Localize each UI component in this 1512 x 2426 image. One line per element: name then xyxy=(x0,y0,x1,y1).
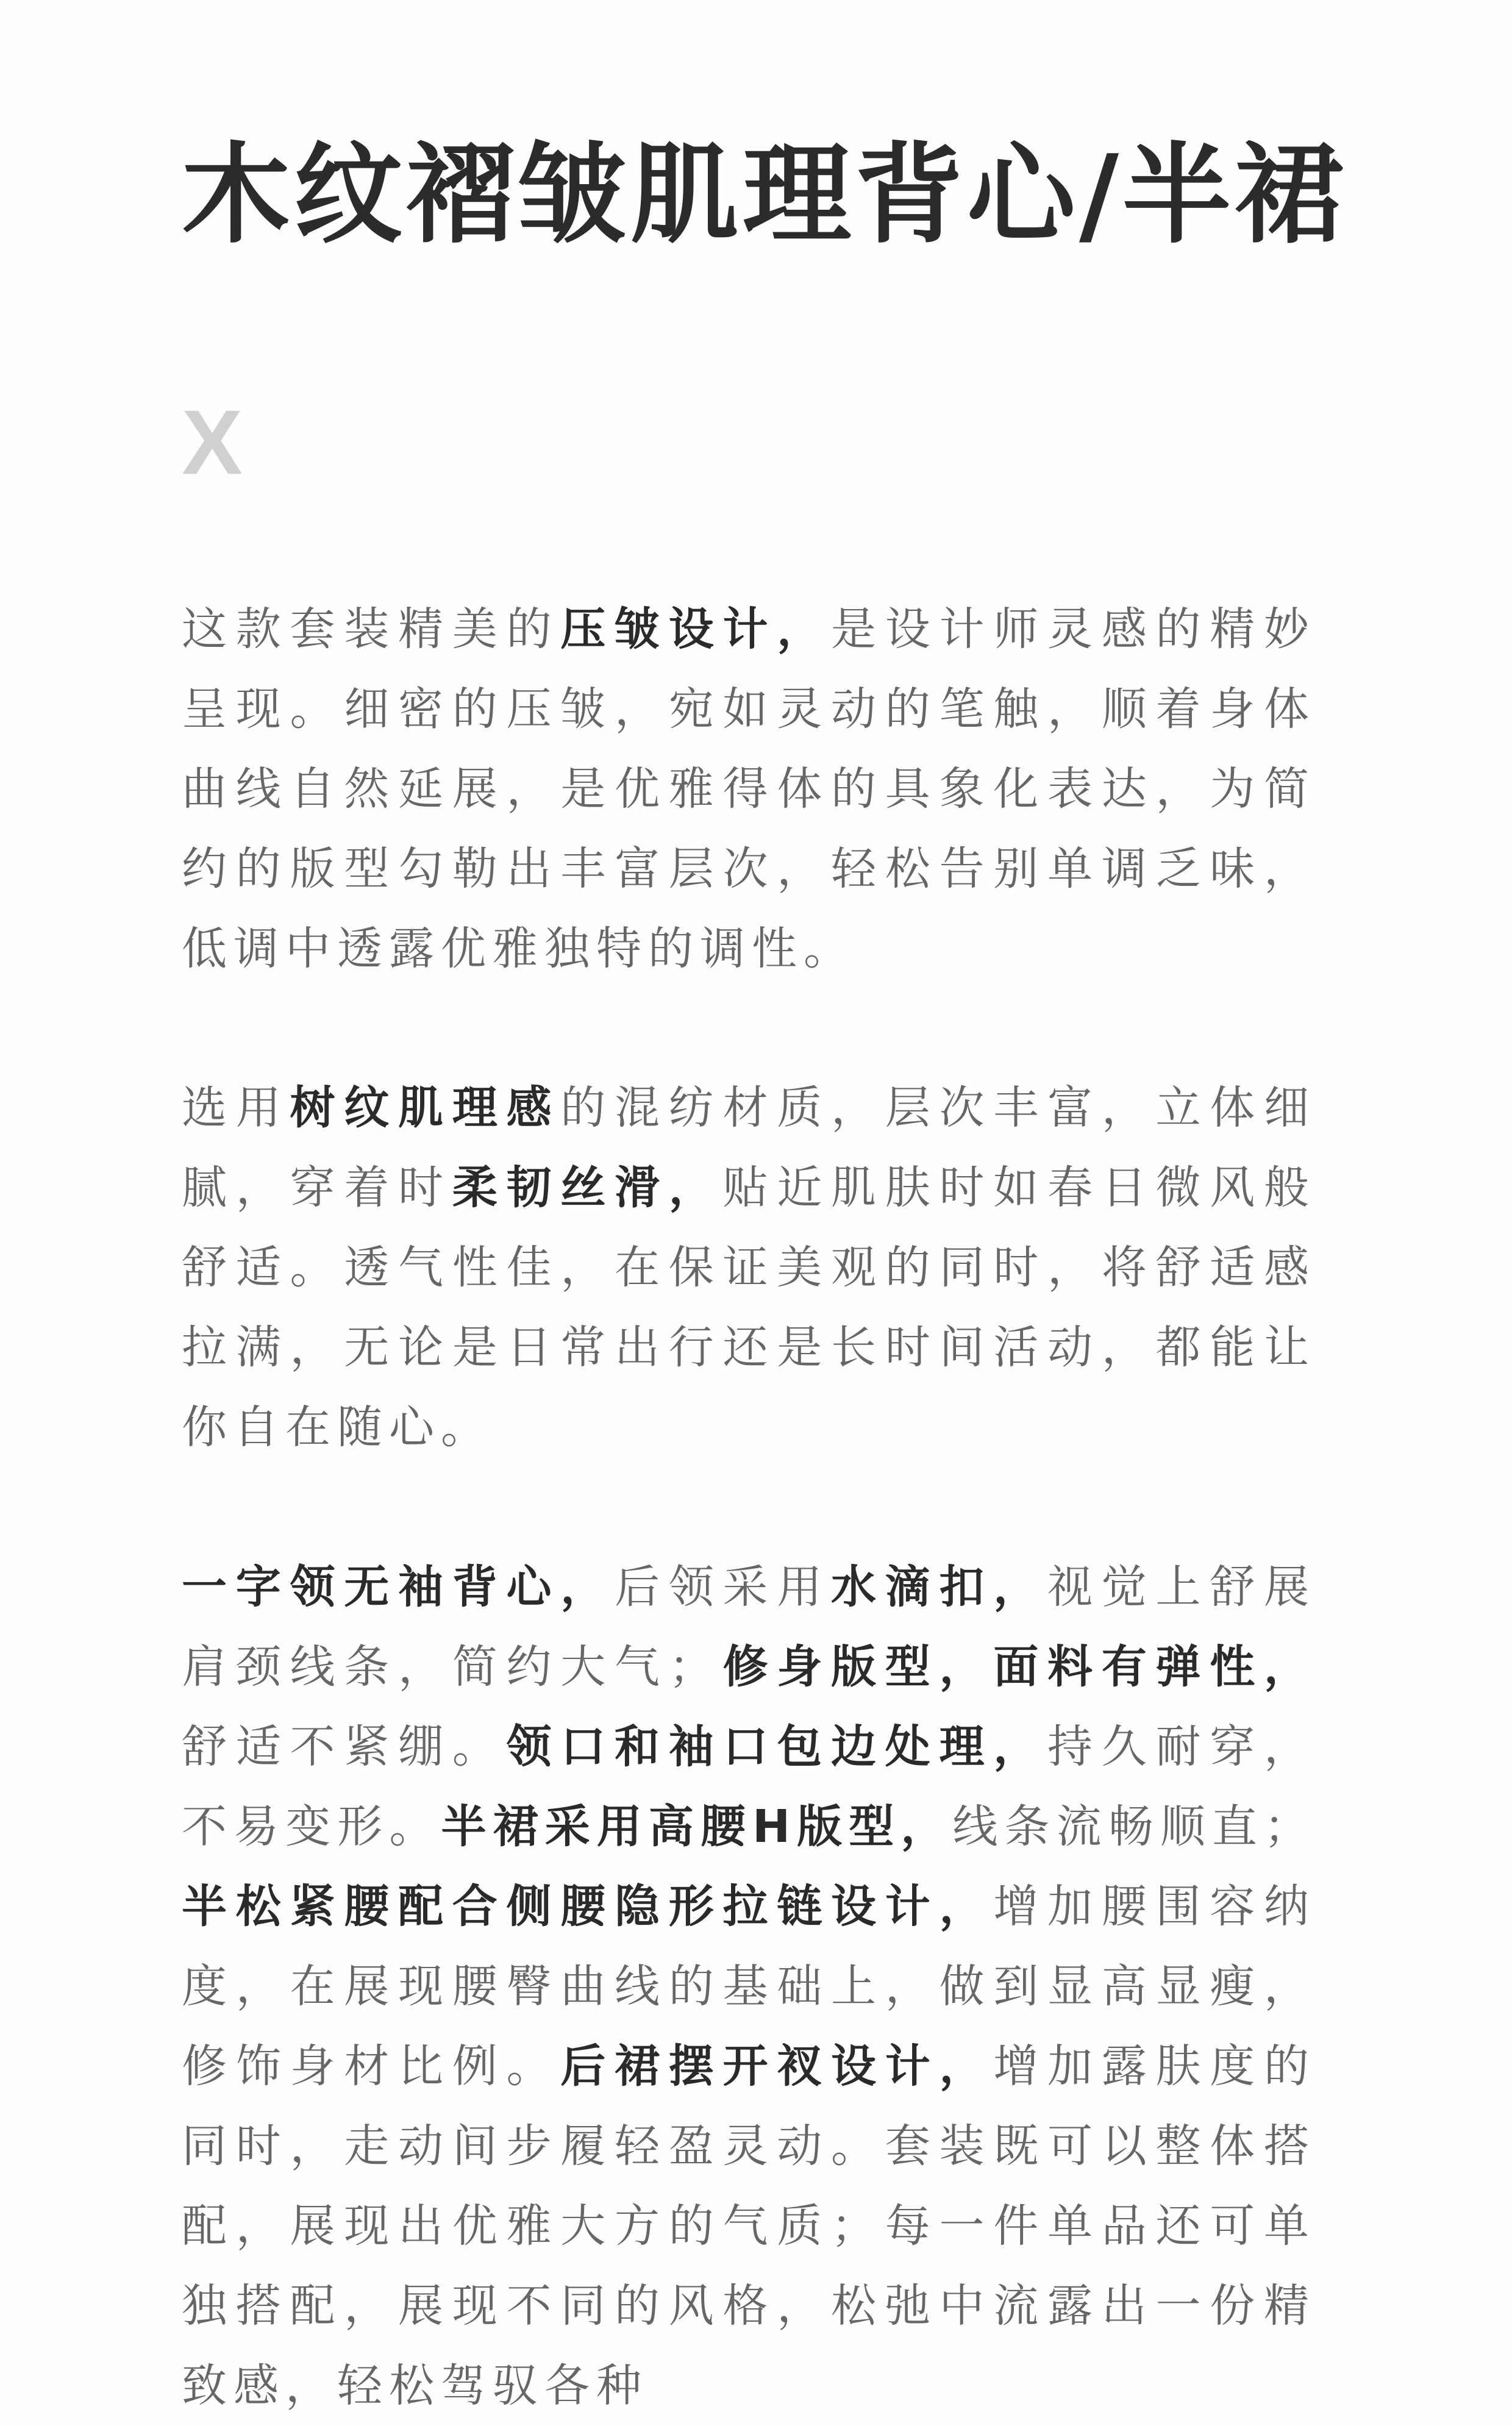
highlight-text: 树纹肌理感 xyxy=(290,1082,561,1134)
paragraph-text: 的混纺材质，层次丰富，立体细腻，穿着时 xyxy=(182,1082,1316,1214)
highlight-text: 半裙采用高腰H版型， xyxy=(441,1800,953,1853)
paragraph-text: 持久耐穿，不易变形。 xyxy=(182,1721,1316,1853)
paragraph-text: 选用 xyxy=(182,1082,290,1134)
paragraph-text: 舒适不紧绷。 xyxy=(182,1721,507,1773)
paragraph-text: 后领采用 xyxy=(615,1561,831,1613)
paragraph-text: 线条流畅顺直； xyxy=(952,1800,1316,1853)
paragraph-text: 贴近肌肤时如春日微风般舒适。透气性佳，在保证美观的同时，将舒适感拉满，无论是日常出行还是长时间活动，都能让你自在随心。 xyxy=(182,1161,1316,1454)
paragraph-text: 增加露肤度的同时，走动间步履轻盈灵动。套装既可以整体搭配，展现出优雅大方的气质；每一件单品还可单独搭配，展现不同的风格，松弛中流露出一份精致感，轻松驾驭各种 xyxy=(182,2040,1316,2412)
highlight-text: 领口和袖口包边处理， xyxy=(506,1721,1047,1773)
paragraph-fabric xyxy=(182,1068,1316,1468)
product-title: 木纹褶皱肌理背心/半裙 xyxy=(182,132,1347,258)
paragraph-text: 这款套装精美的 xyxy=(182,603,561,655)
paragraph-text: 增加腰围容纳度，在展现腰臀曲线的基础上，做到显高显瘦，修饰身材比例。 xyxy=(182,1880,1316,2092)
highlight-text: 修身版型，面料有弹性， xyxy=(720,1641,1316,1693)
paragraph-text: 视觉上舒展肩颈线条，简约大气； xyxy=(182,1561,1316,1693)
paragraph-construction xyxy=(182,1547,1316,2426)
highlight-text: 后裙摆开衩设计， xyxy=(560,2040,994,2092)
highlight-text: 半松紧腰配合侧腰隐形拉链设计， xyxy=(182,1880,994,1933)
highlight-text: 一字领无袖背心， xyxy=(182,1561,615,1613)
highlight-text: 水滴扣， xyxy=(831,1561,1047,1613)
highlight-text: 柔韧丝滑， xyxy=(452,1161,723,1214)
article xyxy=(182,0,1347,2412)
highlight-text: 压皱设计， xyxy=(560,603,831,655)
paragraph-text: 是设计师灵感的精妙呈现。细密的压皱，宛如灵动的笔触，顺着身体曲线自然延展，是优雅得体的具象化表达，为简约的版型勾勒出丰富层次，轻松告别单调乏味，低调中透露优雅独特的调性。 xyxy=(182,603,1316,975)
paragraph-pleat-design xyxy=(182,590,1316,989)
decorative-x-mark: X xyxy=(182,391,243,493)
